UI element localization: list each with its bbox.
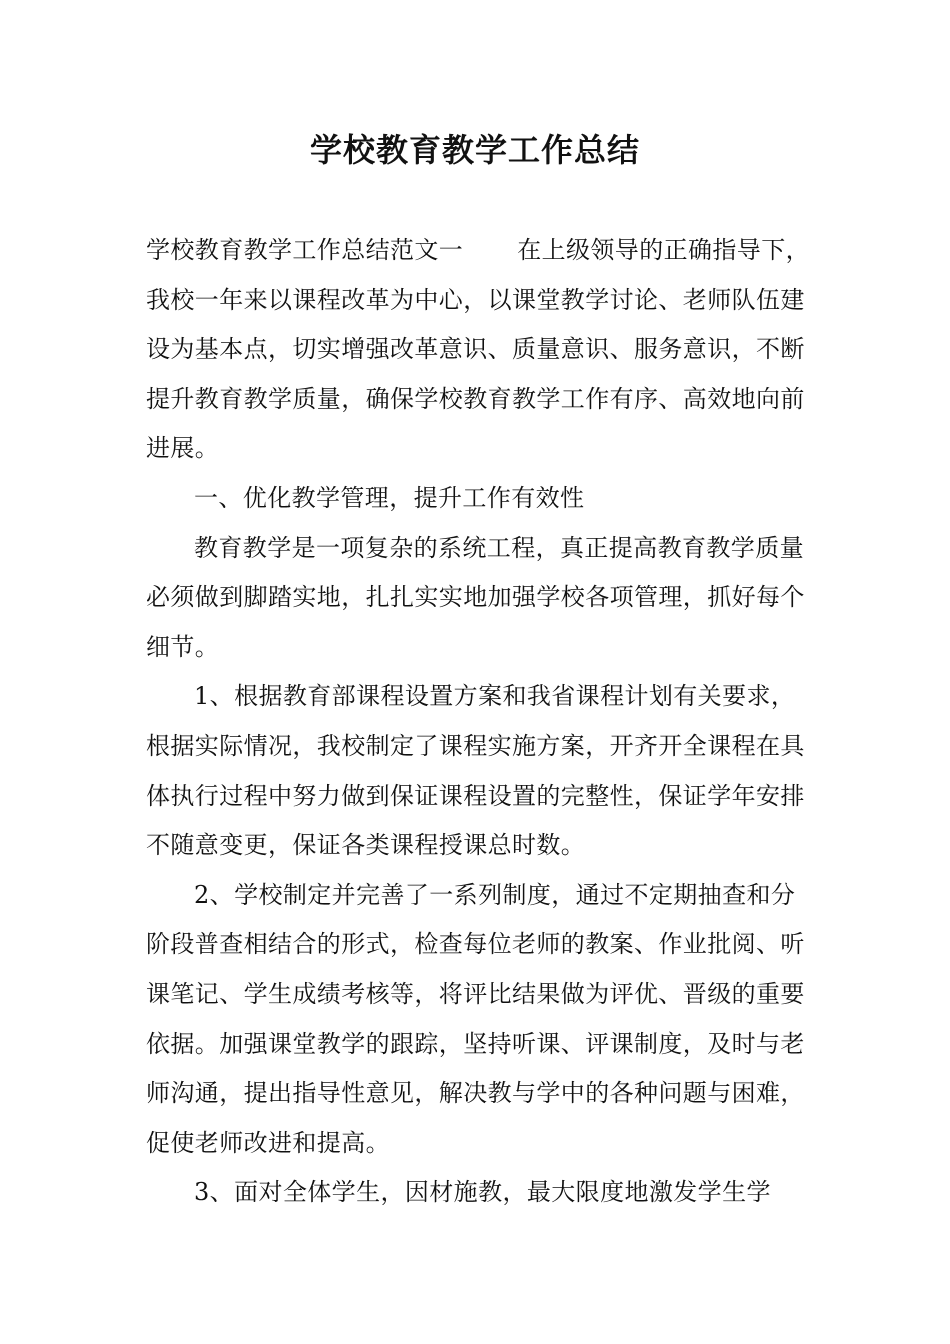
intro-text: 在上级领导的正确指导下，我校一年来以课程改革为中心，以课堂教学讨论、老师队伍建设为基本点，切实增强改革意识、质量意识、服务意识，不断提升教育教学质量，确保学校教育教学工作有序、高效地向前进展。 xyxy=(146,236,811,463)
section-heading: 一、优化教学管理，提升工作有效性 xyxy=(194,483,585,512)
section-paragraph: 教育教学是一项复杂的系统工程，真正提高教育教学质量必须做到脚踏实地，扎扎实实地加强学校各项管理，抓好每个细节。 xyxy=(146,533,805,661)
intro-label: 学校教育教学工作总结范文一 xyxy=(146,236,464,264)
document-body xyxy=(146,226,816,1218)
list-item-2: 2、学校制定并完善了一系列制度，通过不定期抽查和分阶段普查相结合的形式，检查每位老师的教案、作业批阅、听课笔记、学生成绩考核等，将评比结果做为评优、晋级的重要依据。加强课堂教学的跟踪，坚持听课、评课制度，及时与老师沟通，提出指导性意见，解决教与学中的各种问题与困难，促使老师改进和提高。 xyxy=(146,880,805,1157)
intro-paragraph xyxy=(146,226,816,474)
page-title: 学校教育教学工作总结 xyxy=(309,131,640,169)
list-item-1: 1、根据教育部课程设置方案和我省课程计划有关要求，根据实际情况，我校制定了课程实施方案，开齐开全课程在具体执行过程中努力做到保证课程设置的完整性，保证学年安排不随意变更，保证各类课程授课总时数。 xyxy=(146,682,805,860)
list-item-3: 3、面对全体学生，因材施教，最大限度地激发学生学 xyxy=(194,1178,771,1207)
